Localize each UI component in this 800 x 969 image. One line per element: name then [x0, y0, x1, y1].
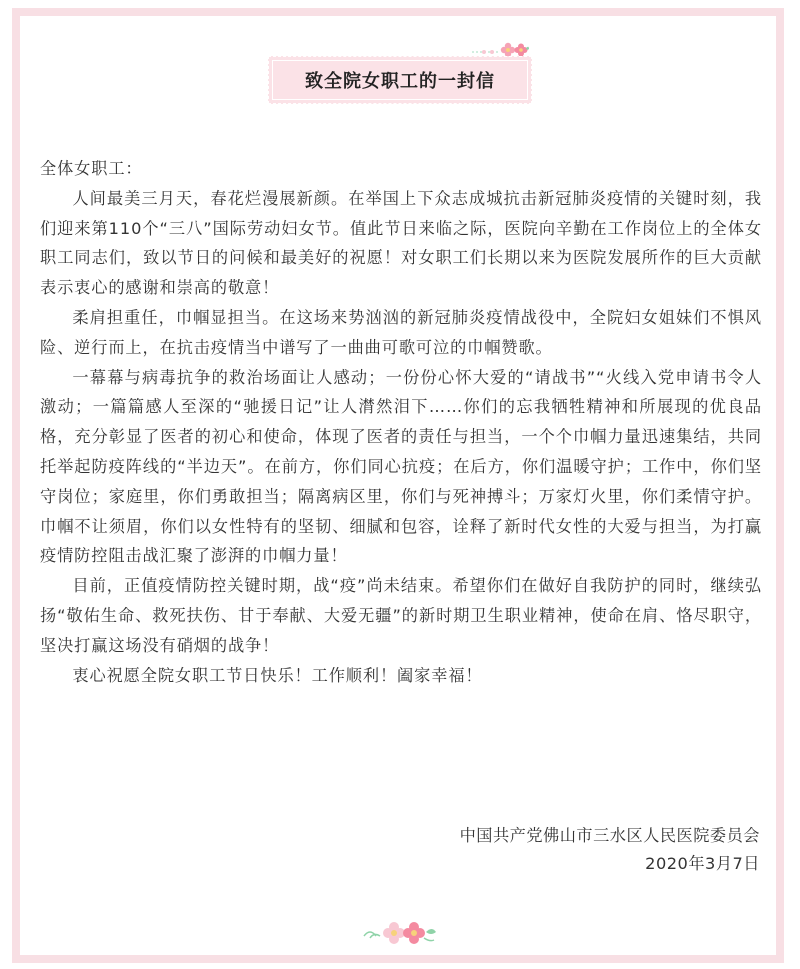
signature-date: 2020年3月7日	[645, 854, 760, 873]
signature-block	[460, 822, 760, 878]
flower-footer-icon	[360, 918, 440, 948]
letter-body	[40, 154, 762, 690]
paragraph-3: 一幕幕与病毒抗争的救治场面让人感动；一份份心怀大爱的“请战书”“火线入党申请书令人激动；一篇篇感人至深的“驰援日记”让人潸然泪下……你们的忘我牺牲精神和所展现的优良品格，充分彰显了医者的初心和使命，体现了医者的责任与担当，一个个巾帼力量迅速集结，共同托举起防疫阵线的“半边天”。在前方，你们同心抗疫；在后方，你们温暖守护；工作中，你们坚守岗位；家庭里，你们勇敢担当；隔离病区里，你们与死神搏斗；万家灯火里，你们柔情守护。巾帼不让须眉，你们以女性特有的坚韧、细腻和包容，诠释了新时代女性的大爱与担当，为打赢疫情防控阻击战汇聚了澎湃的巾帼力量！	[40, 367, 762, 566]
title-banner	[268, 48, 532, 104]
paragraph-2: 柔肩担重任，巾帼显担当。在这场来势汹汹的新冠肺炎疫情战役中，全院妇女姐妹们不惧风险、逆行而上，在抗击疫情当中谱写了一曲曲可歌可泣的巾帼赞歌。	[40, 307, 762, 357]
paragraph-5: 衷心祝愿全院女职工节日快乐！工作顺利！阖家幸福！	[72, 665, 483, 685]
salutation: 全体女职工：	[40, 159, 143, 178]
signature-organization: 中国共产党佛山市三水区人民医院委员会	[459, 826, 760, 845]
paragraph-1: 人间最美三月天，春花烂漫展新颜。在举国上下众志成城抗击新冠肺炎疫情的关键时刻，我们迎来第110个“三八”国际劳动妇女节。值此节日来临之际，医院向辛勤在工作岗位上的全体女职工同志们，致以节日的问候和最美好的祝愿！对女职工们长期以来为医院发展所作的巨大贡献表示衷心的感谢和崇高的敬意！	[40, 188, 762, 298]
paragraph-4: 目前，正值疫情防控关键时期，战“疫”尚未结束。希望你们在做好自我防护的同时，继续弘扬“敬佑生命、救死扶伤、甘于奉献、大爱无疆”的新时期卫生职业精神，使命在肩、恪尽职守，坚决打赢这场没有硝烟的战争！	[40, 576, 762, 655]
title-box	[268, 56, 532, 104]
letter-title: 致全院女职工的一封信	[305, 71, 495, 92]
